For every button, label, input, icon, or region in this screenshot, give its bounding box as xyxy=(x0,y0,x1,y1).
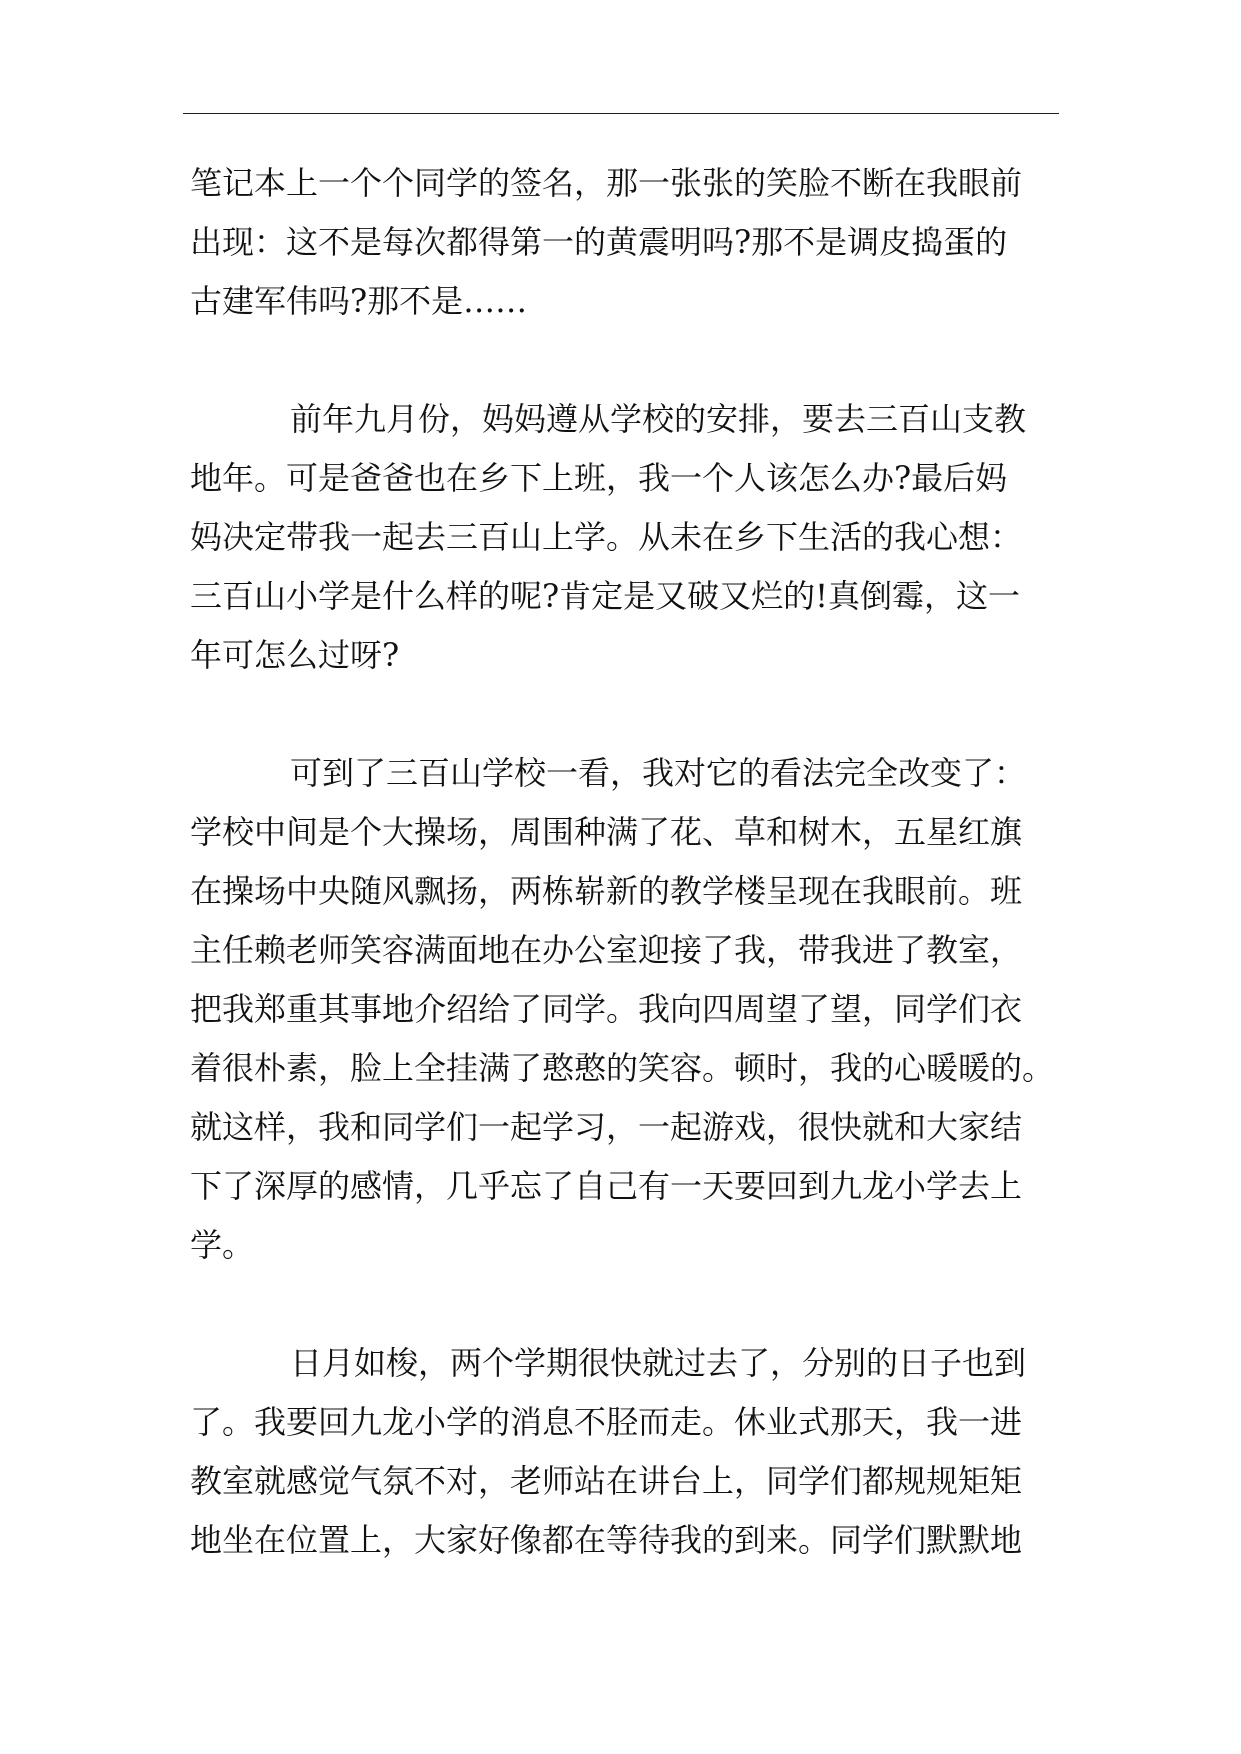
text-line: 日月如梭，两个学期很快就过去了，分别的日子也到 xyxy=(290,1344,1027,1382)
text-line: 年可怎么过呀? xyxy=(190,636,400,674)
text-line: 把我郑重其事地介绍给了同学。我向四周望了望，同学们衣 xyxy=(190,990,1023,1028)
text-line: 就这样，我和同学们一起学习，一起游戏，很快就和大家结 xyxy=(190,1108,1023,1146)
text-line: 前年九月份，妈妈遵从学校的安排，要去三百山支教 xyxy=(290,400,1027,438)
text-line: 笔记本上一个个同学的签名，那一张张的笑脸不断在我眼前 xyxy=(190,164,1023,202)
text-line: 妈决定带我一起去三百山上学。从未在乡下生活的我心想： xyxy=(190,518,1023,556)
text-line: 地年。可是爸爸也在乡下上班，我一个人该怎么办?最后妈 xyxy=(190,459,1008,497)
text-line: 学。 xyxy=(190,1226,255,1264)
text-line: 着很朴素，脸上全挂满了憨憨的笑容。顿时，我的心暖暖的。 xyxy=(190,1049,1055,1087)
text-line: 主任赖老师笑容满面地在办公室迎接了我，带我进了教室， xyxy=(190,931,1023,969)
text-line: 地坐在位置上，大家好像都在等待我的到来。同学们默默地 xyxy=(190,1521,1023,1559)
text-line: 古建军伟吗?那不是…… xyxy=(190,282,528,320)
text-line: 下了深厚的感情，几乎忘了自己有一天要回到九龙小学去上 xyxy=(190,1167,1023,1205)
text-line: 可到了三百山学校一看，我对它的看法完全改变了： xyxy=(290,754,1027,792)
text-line: 教室就感觉气氛不对，老师站在讲台上，同学们都规规矩矩 xyxy=(190,1462,1023,1500)
text-line: 三百山小学是什么样的呢?肯定是又破又烂的!真倒霉，这一 xyxy=(190,577,1021,615)
text-line: 出现：这不是每次都得第一的黄震明吗?那不是调皮捣蛋的 xyxy=(190,223,1008,261)
header-rule xyxy=(183,113,1059,114)
text-line: 学校中间是个大操场，周围种满了花、草和树木，五星红旗 xyxy=(190,813,1023,851)
text-line: 在操场中央随风飘扬，两栋崭新的教学楼呈现在我眼前。班 xyxy=(190,872,1023,910)
text-line: 了。我要回九龙小学的消息不胫而走。休业式那天，我一进 xyxy=(190,1403,1023,1441)
